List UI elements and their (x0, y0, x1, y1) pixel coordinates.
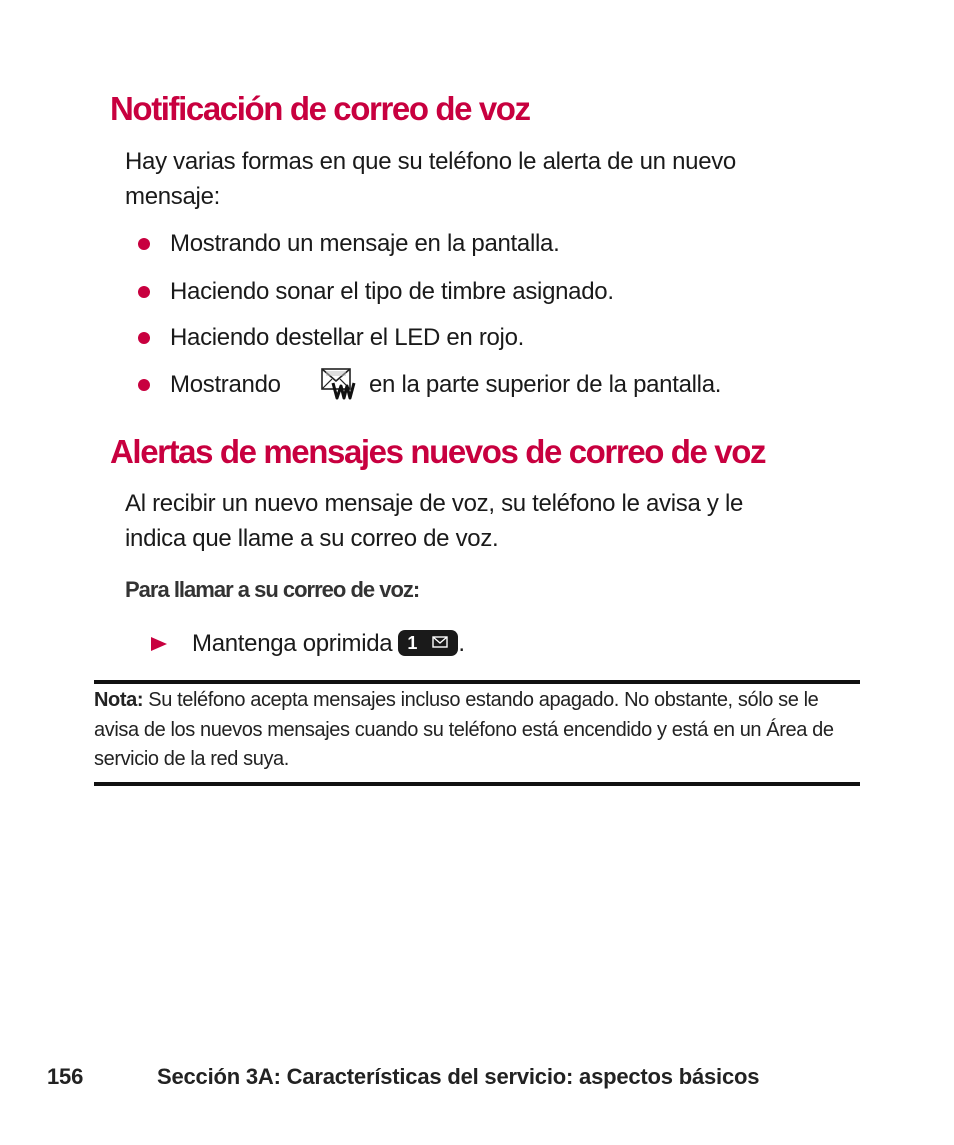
bullet-dot-icon (138, 286, 150, 298)
step-label: Mantenga oprimida (192, 630, 393, 657)
bullet-dot-icon (138, 379, 150, 391)
list-item-text-after-icon: en la parte superior de la pantalla. (369, 371, 722, 398)
bullet-dot-icon (138, 238, 150, 250)
envelope-icon (432, 635, 448, 649)
note-text: Su teléfono acepta mensajes incluso estando apagado. No obstante, sólo se le avisa de los nuevos mensajes cuando su teléfono está encendido y está en un Área de servicio de la red suya. (94, 689, 834, 770)
procedure-step-text (192, 629, 465, 659)
list-item-text-before-icon: Mostrando (170, 371, 281, 398)
triangle-right-icon (150, 636, 168, 652)
page-number: 156 (47, 1064, 84, 1089)
key-number: 1 (407, 632, 418, 653)
note-top-rule (94, 680, 860, 684)
key-1-voicemail-button (398, 630, 458, 656)
section-title-new-message-alerts: Alertas de mensajes nuevos de correo de voz (110, 433, 766, 470)
bullet-dot-icon (138, 332, 150, 344)
footer-section-title: Sección 3A: Características del servicio: aspectos básicos (157, 1064, 760, 1089)
body-line-1: Al recibir un nuevo mensaje de voz, su teléfono le avisa y le (125, 490, 744, 517)
note-bottom-rule (94, 782, 860, 786)
step-period: . (458, 630, 465, 657)
list-item-text: Haciendo destellar el LED en rojo. (170, 324, 525, 351)
intro-line-2: mensaje: (125, 183, 220, 210)
note-label: Nota: (94, 689, 144, 711)
note-box (94, 686, 860, 775)
body-line-2: indica que llame a su correo de voz. (125, 525, 499, 552)
list-item-text: Haciendo sonar el tipo de timbre asignado. (170, 278, 614, 305)
voicemail-envelope-icon (320, 366, 358, 400)
list-item-text: Mostrando un mensaje en la pantalla. (170, 230, 560, 257)
procedure-heading: Para llamar a su correo de voz: (125, 577, 420, 602)
section-title-notification: Notificación de correo de voz (110, 90, 530, 127)
intro-line-1: Hay varias formas en que su teléfono le alerta de un nuevo (125, 148, 736, 175)
